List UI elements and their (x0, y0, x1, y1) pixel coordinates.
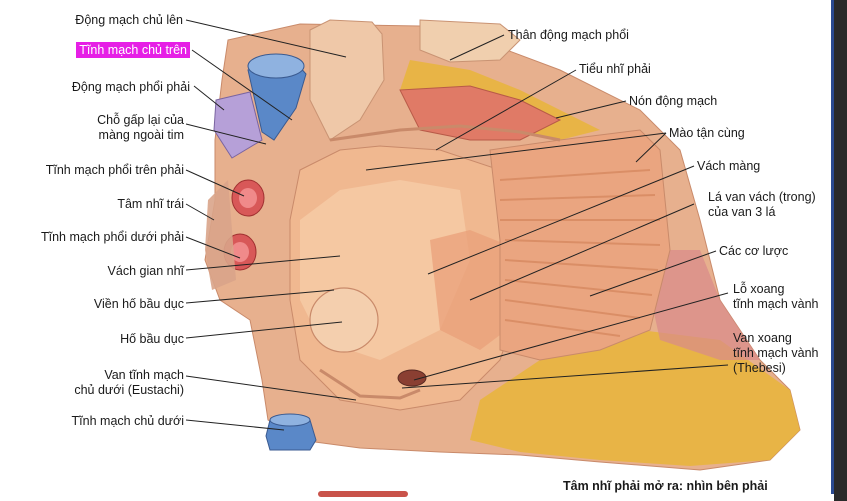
label-left-atrium: Tâm nhĩ trái (117, 197, 184, 211)
fossa-ovalis (310, 288, 378, 352)
label-pectinate-muscles: Các cơ lược (719, 244, 789, 258)
superior-vena-cava-opening (248, 54, 304, 78)
figure-caption: Tâm nhĩ phải mở ra: nhìn bên phải (563, 479, 768, 493)
label-eustachian-valve-2: chủ dưới (Eustachi) (74, 383, 184, 397)
label-septal-leaflet-2: của van 3 lá (708, 205, 776, 219)
bottom-edge-mark (318, 491, 408, 497)
label-inferior-vena-cava: Tĩnh mạch chủ dưới (71, 414, 184, 428)
label-pulmonary-trunk: Thân động mạch phổi (508, 28, 629, 42)
label-pericardial-reflection-1: Chỗ gấp lại của (97, 113, 184, 127)
label-coronary-sinus-orifice-2: tĩnh mạch vành (733, 297, 819, 311)
label-thebesian-valve-3: (Thebesi) (733, 361, 786, 375)
bottom-margin (0, 494, 847, 501)
label-fossa-ovalis: Hố bầu dục (120, 332, 184, 346)
label-eustachian-valve-1: Van tĩnh mạch (104, 368, 184, 382)
label-interatrial-septum: Vách gian nhĩ (107, 264, 184, 278)
label-highlight: Tĩnh mạch chủ trên (76, 42, 190, 58)
label-membranous-septum: Vách màng (697, 159, 761, 173)
label-ascending-aorta: Động mạch chủ lên (75, 13, 183, 27)
label-right-superior-pulmonary-vein: Tĩnh mạch phổi trên phải (45, 163, 184, 177)
label-right-pulmonary-artery: Động mạch phổi phải (71, 80, 190, 94)
label-superior-vena-cava (76, 43, 190, 57)
label-limbus-fossa-ovalis: Viền hố bầu dục (93, 297, 184, 311)
label-coronary-sinus-orifice-1: Lỗ xoang (733, 282, 785, 296)
right-frame-border (834, 0, 847, 501)
label-pericardial-reflection-2: màng ngoài tim (98, 128, 184, 142)
label-septal-leaflet-1: Lá van vách (trong) (708, 190, 816, 204)
label-crista-terminalis: Mào tận cùng (669, 126, 745, 140)
pulmonary-trunk (420, 20, 520, 62)
label-conus-arteriosus: Nón động mạch (629, 94, 718, 108)
label-right-auricle: Tiểu nhĩ phải (579, 62, 651, 76)
label-thebesian-valve-1: Van xoang (733, 331, 792, 345)
label-thebesian-valve-2: tĩnh mạch vành (733, 346, 819, 360)
label-right-inferior-pulmonary-vein: Tĩnh mạch phổi dưới phải (40, 230, 184, 244)
